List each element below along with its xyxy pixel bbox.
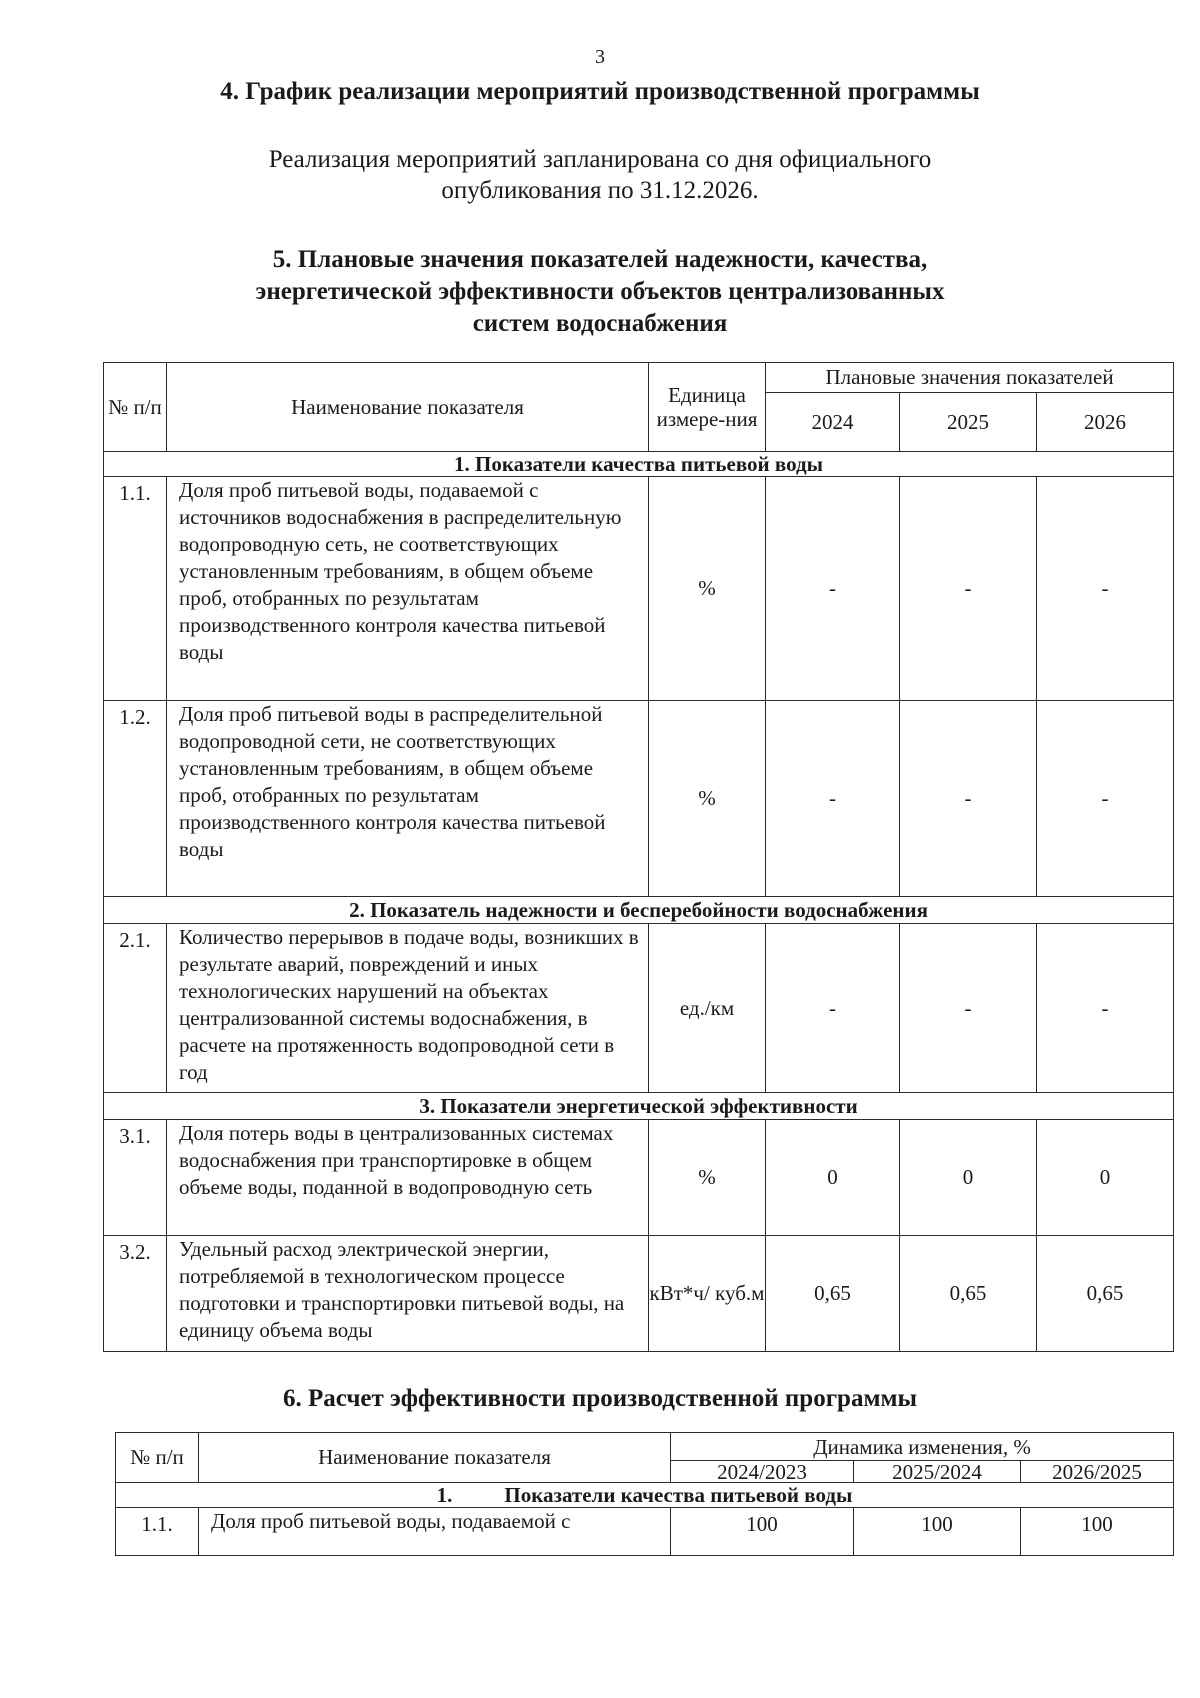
header-row-1 xyxy=(116,1433,1174,1461)
row-name: Доля проб питьевой воды в распределительной водопроводной сети, не соответствующих установленным требованиям, в общем объеме проб, отобранных по результатам производственного контроля качества питьевой воды xyxy=(167,701,649,897)
section4-title: 4. График реализации мероприятий производственной программы xyxy=(220,78,980,105)
row-value-2026: - xyxy=(1037,701,1174,897)
group-title: 1. Показатели качества питьевой воды xyxy=(104,452,1174,477)
row-value-2026-2025: 100 xyxy=(1021,1508,1174,1556)
table-row xyxy=(104,1120,1174,1236)
row-value-2024: 0 xyxy=(766,1120,900,1236)
section4-text-line1: Реализация мероприятий запланирована со дня официального xyxy=(268,146,932,173)
row-unit: % xyxy=(649,1120,766,1236)
row-unit: % xyxy=(649,701,766,897)
header-num: № п/п xyxy=(104,363,167,452)
group-number: 1. xyxy=(436,1483,453,1507)
section5-title-line1: 5. Плановые значения показателей надежности, качества, xyxy=(272,246,928,273)
row-value-2024: - xyxy=(766,701,900,897)
row-name: Удельный расход электрической энергии, потребляемой в технологическом процессе подготовки и транспортировки питьевой воды, на единицу объема воды xyxy=(167,1236,649,1352)
row-value-2025: - xyxy=(900,701,1037,897)
row-value-2026: 0,65 xyxy=(1037,1236,1174,1352)
section6-title: 6. Расчет эффективности производственной программы xyxy=(282,1385,918,1412)
row-unit: кВт*ч/ куб.м xyxy=(649,1236,766,1352)
row-name: Количество перерывов в подаче воды, возникших в результате аварий, повреждений и иных технологических нарушений на объектах централизованной системы водоснабжения, в расчете на протяженность водопроводной сети в год xyxy=(167,924,649,1093)
row-name: Доля проб питьевой воды, подаваемой с xyxy=(199,1508,671,1556)
row-value-2025: - xyxy=(900,924,1037,1093)
group-row xyxy=(116,1483,1174,1508)
header-name: Наименование показателя xyxy=(167,363,649,452)
row-value-2024-2023: 100 xyxy=(671,1508,854,1556)
table-row xyxy=(104,1236,1174,1352)
row-value-2025-2024: 100 xyxy=(854,1508,1021,1556)
header-period-2026-2025: 2026/2025 xyxy=(1021,1461,1174,1483)
group-row xyxy=(104,452,1174,477)
row-value-2025: - xyxy=(900,477,1037,701)
row-num: 1.1. xyxy=(104,477,167,701)
section4-text-line2: опубликования по 31.12.2026. xyxy=(441,177,759,204)
row-num: 3.2. xyxy=(104,1236,167,1352)
row-num: 1.1. xyxy=(116,1508,199,1556)
table-row xyxy=(116,1508,1174,1556)
page-number: 3 xyxy=(595,46,605,68)
row-name: Доля проб питьевой воды, подаваемой с источников водоснабжения в распределительную водопроводную сеть, не соответствующих установленным требованиям, в общем объеме проб, отобранных по результатам производственного контроля качества питьевой воды xyxy=(167,477,649,701)
row-value-2026: - xyxy=(1037,924,1174,1093)
group-title: 3. Показатели энергетической эффективности xyxy=(104,1093,1174,1120)
row-value-2024: 0,65 xyxy=(766,1236,900,1352)
planned-indicators-table xyxy=(103,362,1174,1352)
row-name: Доля потерь воды в централизованных системах водоснабжения при транспортировке в общем объеме воды, поданной в водопроводную сеть xyxy=(167,1120,649,1236)
section5-title-line3: систем водоснабжения xyxy=(472,310,728,337)
header-dynamics: Динамика изменения, % xyxy=(671,1433,1174,1461)
group-row xyxy=(104,897,1174,924)
row-unit: ед./км xyxy=(649,924,766,1093)
header-unit: Единица измере-ния xyxy=(649,363,766,452)
row-unit: % xyxy=(649,477,766,701)
group-row xyxy=(104,1093,1174,1120)
efficiency-table xyxy=(115,1432,1174,1556)
row-value-2026: 0 xyxy=(1037,1120,1174,1236)
row-value-2025: 0 xyxy=(900,1120,1037,1236)
header-year-2024: 2024 xyxy=(766,393,900,452)
row-value-2024: - xyxy=(766,924,900,1093)
group-title xyxy=(116,1483,1174,1508)
group-title: 2. Показатель надежности и бесперебойности водоснабжения xyxy=(104,897,1174,924)
row-num: 3.1. xyxy=(104,1120,167,1236)
row-value-2025: 0,65 xyxy=(900,1236,1037,1352)
row-value-2026: - xyxy=(1037,477,1174,701)
header-period-2024-2023: 2024/2023 xyxy=(671,1461,854,1483)
table-row xyxy=(104,924,1174,1093)
row-value-2024: - xyxy=(766,477,900,701)
table-row xyxy=(104,701,1174,897)
row-num: 1.2. xyxy=(104,701,167,897)
section5-title-line2: энергетической эффективности объектов централизованных xyxy=(255,278,945,305)
group-label: Показатели качества питьевой воды xyxy=(504,1483,853,1507)
header-year-2025: 2025 xyxy=(900,393,1037,452)
header-row-1 xyxy=(104,363,1174,393)
header-planned-values: Плановые значения показателей xyxy=(766,363,1174,393)
table-row xyxy=(104,477,1174,701)
header-num: № п/п xyxy=(116,1433,199,1483)
header-period-2025-2024: 2025/2024 xyxy=(854,1461,1021,1483)
header-year-2026: 2026 xyxy=(1037,393,1174,452)
header-name: Наименование показателя xyxy=(199,1433,671,1483)
row-num: 2.1. xyxy=(104,924,167,1093)
